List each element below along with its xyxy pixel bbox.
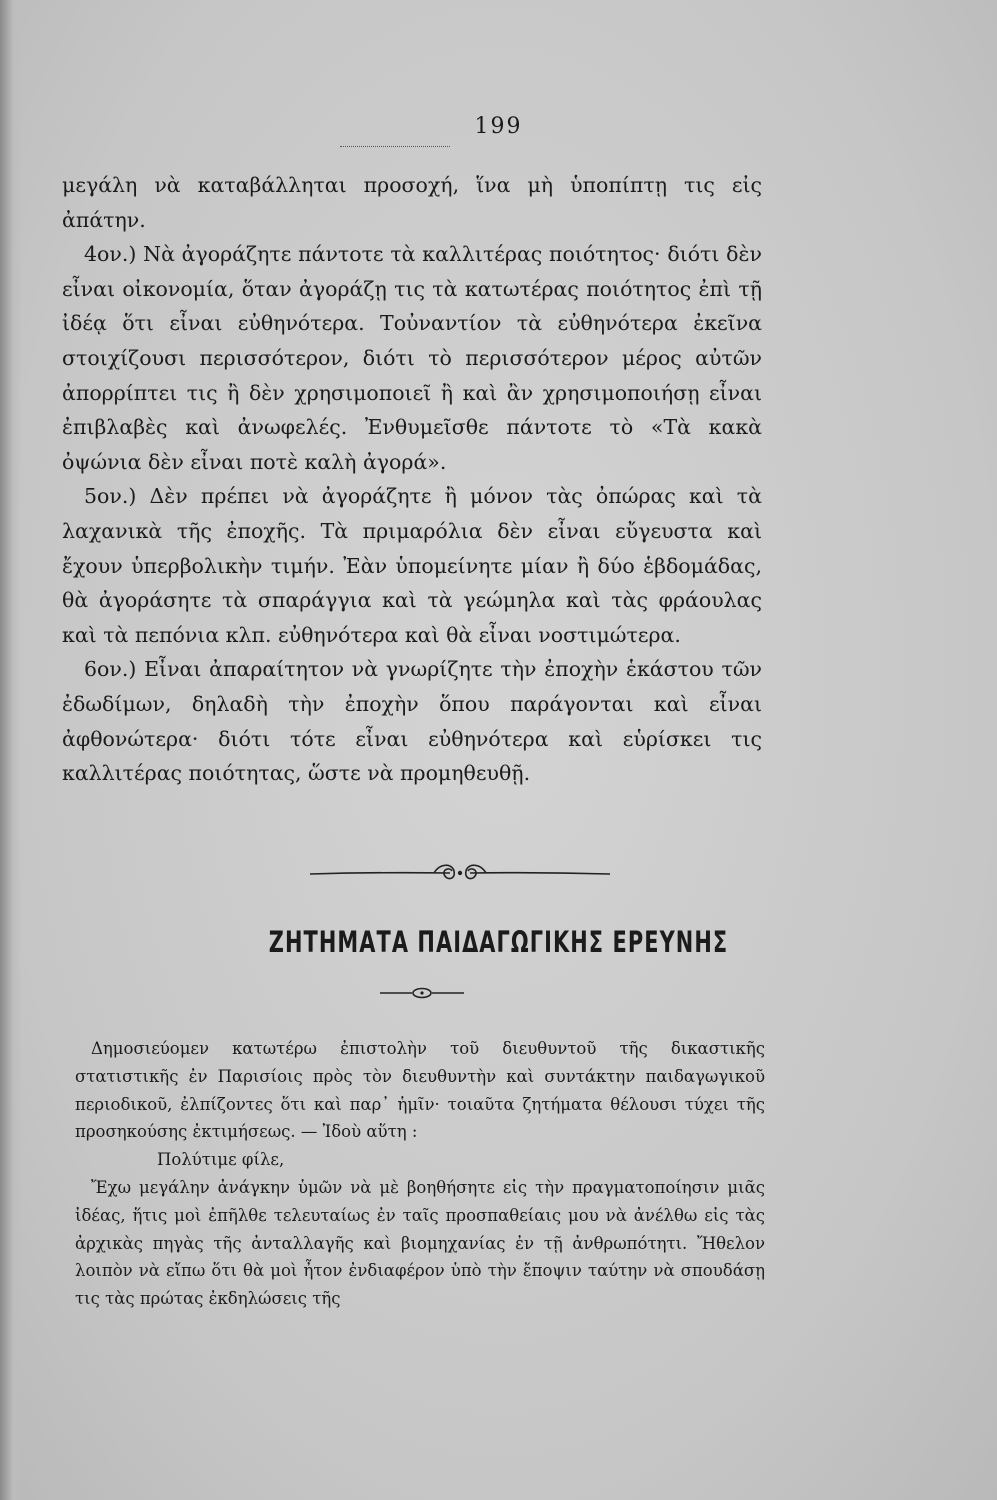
heading-underline-ornament: [378, 985, 466, 1001]
paragraph-continuation: μεγάλη νὰ καταβάλληται προσοχή, ἵνα μὴ ὑποπίπτῃ τις εἰς ἀπάτην.: [62, 173, 762, 232]
letter-salutation: Πολύτιμε φίλε,: [157, 1150, 285, 1170]
bottom-text-block: [75, 1035, 765, 1313]
intro-paragraph: Δημοσιεύομεν κατωτέρω ἐπιστολὴν τοῦ διευθυντοῦ τῆς δικαστικῆς στατιστικῆς ἐν Παρισίοις πρὸς τὸν διευθυντὴν καὶ συντάκτην παιδαγωγικοῦ περιοδικοῦ, ἐλπίζοντες ὅτι καὶ παρ᾽ ἡμῖν· τοιαῦτα ζητήματα θέλουσι τύχει τῆς προσηκούσης ἐκτιμήσεως. — Ἰδοὺ αὕτη :: [75, 1039, 765, 1142]
paragraph-item-6: 6ον.) Εἶναι ἀπαραίτητον νὰ γνωρίζητε τὴν ἐποχὴν ἑκάστου τῶν ἐδωδίμων, δηλαδὴ τὴν ἐποχὴν ὅπου παράγονται καὶ εἶναι ἀφθονώτερα· διότι τότε εἶναι εὐθηνότερα καὶ εὑρίσκει τις καλλιτέρας ποιότητας, ὥστε νὰ προμηθευθῇ.: [62, 657, 762, 786]
paragraph-item-5: 5ον.) Δὲν πρέπει νὰ ἀγοράζητε ἢ μόνον τὰς ὀπώρας καὶ τὰ λαχανικὰ τῆς ἐποχῆς. Τὰ πριμαρόλια δὲν εἶναι εὔγευστα καὶ ἔχουν ὑπερβολικὴν τιμήν. Ἐὰν ὑπομείνητε μίαν ἢ δύο ἑβδομάδας, θὰ ἀγοράσητε τὰ σπαράγγια καὶ τὰ γεώμηλα καὶ τὰς φράουλας καὶ τὰ πεπόνια κλπ. εὐθηνότερα καὶ θὰ εἶναι νοστιμώτερα.: [62, 484, 762, 647]
page-number: 199: [474, 114, 523, 139]
page-gutter-shadow: [0, 0, 22, 1500]
page-number-rule: [340, 146, 450, 147]
letter-body: Ἔχω μεγάλην ἀνάγκην ὑμῶν νὰ μὲ βοηθήσητε εἰς τὴν πραγματοποίησιν μιᾶς ἰδέας, ἥτις μοὶ ἐπῆλθε τελευταίως ἐν ταῖς προσπαθείαις μου νὰ ἀνέλθω εἰς τὰς ἀρχικὰς πηγὰς τῆς ἀνταλλαγῆς καὶ βιομηχανίας ἐν τῇ ἀνθρωπότητι. Ἤθελον λοιπὸν νὰ εἴπω ὅτι θὰ μοὶ ἦτον ἐνδιαφέρον ὑπὸ τὴν ἔποψιν ταύτην νὰ σπουδάσῃ τις τὰς πρώτας ἐκδηλώσεις τῆς: [75, 1177, 765, 1309]
top-text-block: [62, 168, 762, 791]
section-heading: ΖΗΤΗΜΑΤΑ ΠΑΙΔΑΓΩΓΙΚΗΣ ΕΡΕΥΝΗΣ: [268, 925, 729, 959]
paragraph-item-4: 4ον.) Νὰ ἀγοράζητε πάντοτε τὰ καλλιτέρας ποιότητος· διότι δὲν εἶναι οἰκονομία, ὅταν ἀγοράζῃ τις τὰ κατωτέρας ποιότητος ἐπὶ τῇ ἰδέᾳ ὅτι εἶναι εὐθηνότερα. Τοὐναντίον τὰ εὐθηνότερα ἐκεῖνα στοιχίζουσι περισσότερον, διότι τὸ περισσότερον μέρος αὐτῶν ἀπορρίπτει τις ἢ δὲν χρησιμοποιεῖ ἢ καὶ ἂν χρησιμοποιήσῃ εἶναι ἐπιβλαβὲς καὶ ἀνωφελές. Ἐνθυμεῖσθε πάντοτε τὸ «Τὰ κακὰ ὀψώνια δὲν εἶναι ποτὲ καλὴ ἀγορά».: [62, 242, 762, 474]
section-divider-ornament: [300, 858, 620, 888]
